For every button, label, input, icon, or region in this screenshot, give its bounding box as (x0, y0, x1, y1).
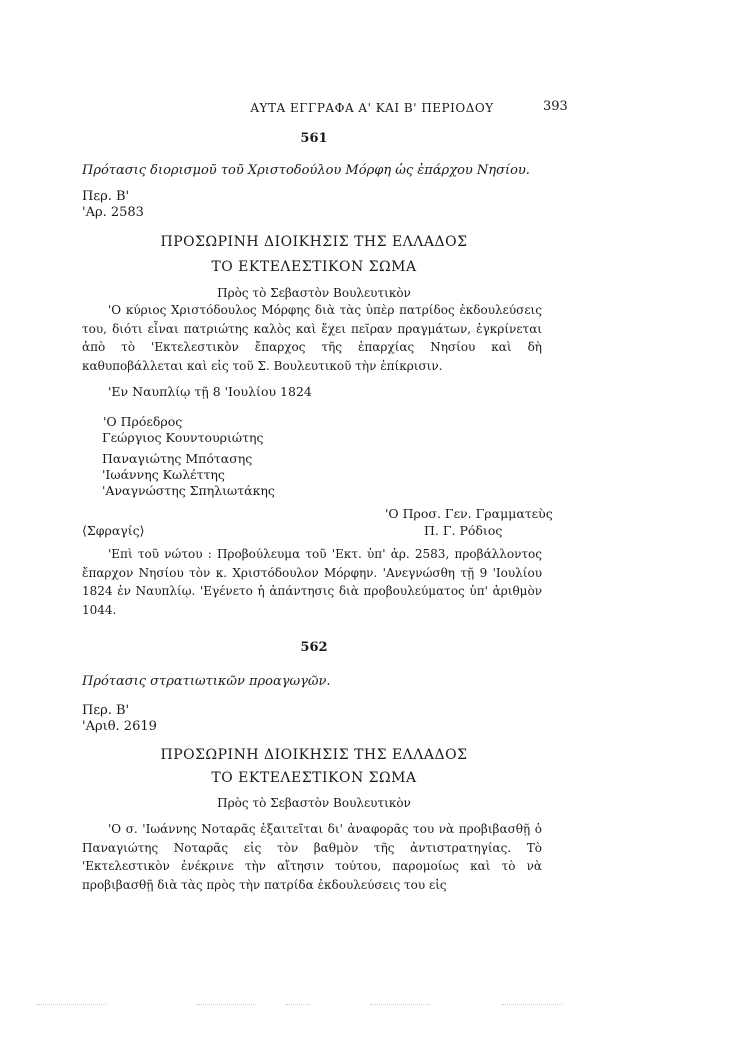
seal-mark: ⟨Σφραγίς⟩ (82, 523, 145, 538)
endorsement-note: 'Επὶ τοῦ νώτου : Προβούλευμα τοῦ 'Εκτ. ὑπ' ἀρ. 2583, προβάλλοντος ἔπαρχον Νησίου τὸν κ. Χριστόδουλον Μόρφην. 'Ανεγνώσθη τῇ 9 'Ιουλίου 1824 ἐν Ναυπλίῳ. 'Εγένετο ἡ ἀπάντησις διὰ προβουλεύματος ὑπ' ἀριθμὸν 1044. (82, 547, 542, 618)
document-number: 562 (300, 640, 328, 655)
document-title-line2: ΤΟ ΕΚΤΕΛΕΣΤΙΚΟΝ ΣΩΜΑ (211, 770, 417, 786)
date-line: 'Εν Ναυπλίῳ τῇ 8 'Ιουλίου 1824 (108, 384, 312, 399)
reference-number: 'Αριθ. 2619 (82, 719, 157, 734)
scan-speck (502, 1004, 562, 1006)
president-label: 'Ο Πρόεδρος (103, 414, 183, 429)
document-subject: Πρότασις διορισμοῦ τοῦ Χριστοδούλου Μόρφη ὡς ἐπάρχου Νησίου. (82, 163, 530, 178)
document-subject: Πρότασις στρατιωτικῶν προαγωγῶν. (82, 674, 331, 689)
reference-number: 'Αρ. 2583 (82, 205, 144, 220)
signatory: 'Ιωάννης Κωλέττης (102, 467, 225, 482)
period-label: Περ. Β' (82, 703, 130, 718)
document-number: 561 (300, 131, 328, 146)
signatory: 'Αναγνώστης Σπηλιωτάκης (102, 483, 275, 498)
document-title-line1: ΠΡΟΣΩΡΙΝΗ ΔΙΟΙΚΗΣΙΣ ΤΗΣ ΕΛΛΑΔΟΣ (160, 747, 468, 763)
document-title-line1: ΠΡΟΣΩΡΙΝΗ ΔΙΟΙΚΗΣΙΣ ΤΗΣ ΕΛΛΑΔΟΣ (160, 234, 468, 250)
addressee: Πρὸς τὸ Σεβαστὸν Βουλευτικὸν (217, 796, 411, 810)
document-title-line2: ΤΟ ΕΚΤΕΛΕΣΤΙΚΟΝ ΣΩΜΑ (211, 259, 417, 275)
addressee: Πρὸς τὸ Σεβαστὸν Βουλευτικὸν (217, 286, 411, 300)
scan-speck (36, 1004, 106, 1006)
body-paragraph: 'Ο κύριος Χριστόδουλος Μόρφης διὰ τὰς ὑπὲρ πατρίδος ἐκδουλεύσεις του, διότι εἶναι πατριώτης καλὸς καὶ ἔχει πεῖραν πραγμάτων, ἐγκρίνεται ἀπὸ τὸ 'Εκτελεστικὸν ἔπαρχος τῆς ἐπαρχίας Νησίου καὶ δὴ καθυποβάλλεται καὶ εἰς τοῦ Σ. Βουλευτικοῦ τὴν ἐπίκρισιν. (82, 303, 542, 374)
signatory: Γεώργιος Κουντουριώτης (102, 430, 264, 445)
period-label: Περ. Β' (82, 189, 130, 204)
running-header: ΑΥΤΑ ΕΓΓΡΑΦΑ Α' ΚΑΙ Β' ΠΕΡΙΟΔΟΥ (250, 101, 494, 115)
secretary-name: Π. Γ. Ρόδιος (424, 523, 503, 538)
body-paragraph: 'Ο σ. 'Ιωάννης Νοταρᾶς ἐξαιτεῖται δι' ἀναφορᾶς του νὰ προβιβασθῇ ὁ Παναγιώτης Νοταρᾶς εἰς τὸν βαθμὸν τῆς ἀντιστρατηγίας. Τὸ 'Εκτελεστικὸν ἐνέκρινε τὴν αἴτησιν τούτου, παρομοίως καὶ τὸ νὰ προβιβασθῇ διὰ τὰς πρὸς τὴν πατρίδα ἐκδουλεύσεις του εἰς (82, 822, 542, 893)
scan-speck (286, 1004, 310, 1006)
page-number: 393 (543, 99, 568, 114)
scan-speck (196, 1004, 256, 1006)
scan-speck (370, 1004, 430, 1006)
signatory: Παναγιώτης Μπότασης (102, 451, 253, 466)
secretary-label: 'Ο Προσ. Γεν. Γραμματεὺς (385, 506, 553, 521)
